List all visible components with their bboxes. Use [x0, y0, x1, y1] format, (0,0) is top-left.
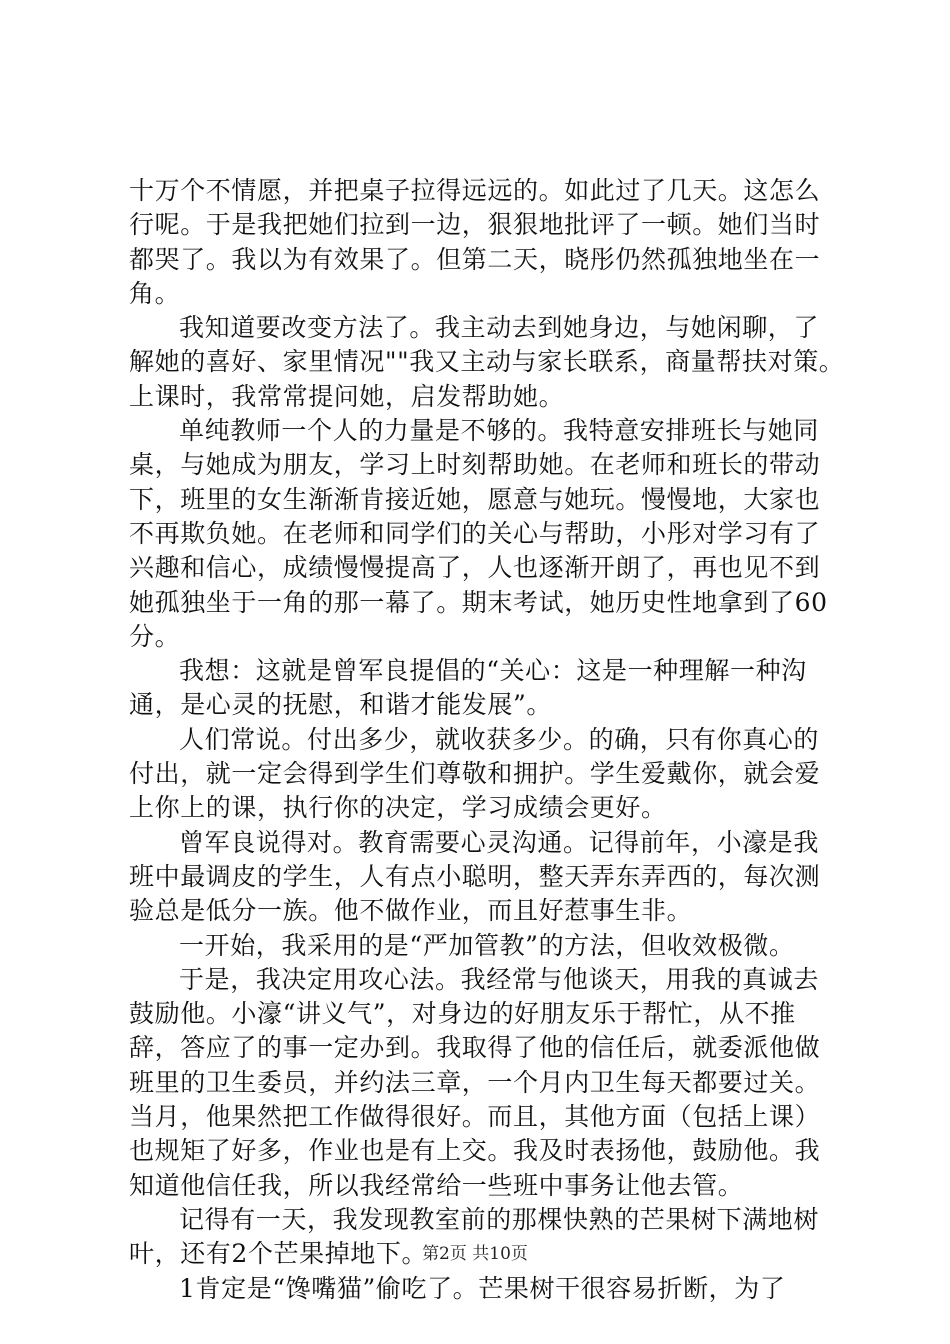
text-line: 行呢。于是我把她们拉到一边，狠狠地批评了一顿。她们当时: [129, 210, 821, 240]
paragraph-start-line: 记得有一天，我发现教室前的那棵快熟的芒果树下满地树: [179, 1204, 820, 1234]
text-line: 付出，就一定会得到学生们尊敬和拥护。学生爱戴你，就会爱: [129, 759, 821, 789]
paragraph-start-line: 1肯定是“馋嘴猫”偷吃了。芒果树干很容易折断，为了: [179, 1273, 786, 1303]
text-line: 知道他信任我，所以我经常给一些班中事务让他去管。: [129, 1170, 744, 1200]
text-line: 下，班里的女生渐渐肯接近她，愿意与她玩。慢慢地，大家也: [129, 484, 821, 514]
text-line: 班中最调皮的学生，人有点小聪明，整天弄东弄西的，每次测: [129, 861, 821, 891]
paragraph-start-line: 单纯教师一个人的力量是不够的。我特意安排班长与她同: [179, 416, 820, 446]
text-line: 上课时，我常常提问她，启发帮助她。: [129, 381, 565, 411]
text-line: 都哭了。我以为有效果了。但第二天，晓彤仍然孤独地坐在一: [129, 244, 821, 274]
text-line: 分。: [129, 621, 181, 651]
paragraph-start-line: 我想：这就是曾军良提倡的“关心：这是一种理解一种沟: [179, 656, 807, 686]
text-line: 十万个不情愿，并把桌子拉得远远的。如此过了几天。这怎么: [129, 176, 821, 205]
text-line: 叶，还有2个芒果掉地下。: [129, 1239, 428, 1269]
text-line: 角。: [129, 278, 181, 308]
paragraph-start-line: 于是，我决定用攻心法。我经常与他谈天，用我的真诚去: [179, 964, 820, 994]
text-line: 解她的喜好、家里情况""我又主动与家长联系，商量帮扶对策。: [129, 347, 845, 377]
text-line: 班里的卫生委员，并约法三章，一个月内卫生每天都要过关。: [129, 1067, 821, 1097]
text-line: 桌，与她成为朋友，学习上时刻帮助她。在老师和班长的带动: [129, 450, 821, 480]
text-line: 兴趣和信心，成绩慢慢提高了，人也逐渐开朗了，再也见不到: [129, 553, 821, 583]
text-line: 辞，答应了的事一定办到。我取得了他的信任后，就委派他做: [129, 1033, 821, 1063]
text-line: 她孤独坐于一角的那一幕了。期末考试，她历史性地拿到了60: [129, 587, 828, 617]
text-line: 当月，他果然把工作做得很好。而且，其他方面（包括上课）: [129, 1102, 821, 1132]
text-line: 验总是低分一族。他不做作业，而且好惹事生非。: [129, 896, 693, 926]
text-line: 也规矩了好多，作业也是有上交。我及时表扬他，鼓励他。我: [129, 1136, 821, 1166]
paragraph-start-line: 曾军良说得对。教育需要心灵沟通。记得前年，小濠是我: [179, 827, 820, 857]
document-body: [129, 174, 845, 1306]
paragraph-start-line: 人们常说。付出多少，就收获多少。的确，只有你真心的: [179, 724, 820, 754]
paragraph-start-line: 一开始，我采用的是“严加管教”的方法，但收效极微。: [179, 930, 795, 960]
text-line: 通，是心灵的抚慰，和谐才能发展”。: [129, 690, 552, 720]
text-line: 不再欺负她。在老师和同学们的关心与帮助，小彤对学习有了: [129, 518, 821, 548]
text-line: 上你上的课，执行你的决定，学习成绩会更好。: [129, 793, 667, 823]
page-number-footer: 第2页 共10页: [422, 1244, 528, 1264]
paragraph-start-line: 我知道要改变方法了。我主动去到她身边，与她闲聊，了: [179, 313, 820, 343]
text-line: 鼓励他。小濠“讲义气”，对身边的好朋友乐于帮忙，从不推: [129, 999, 796, 1029]
